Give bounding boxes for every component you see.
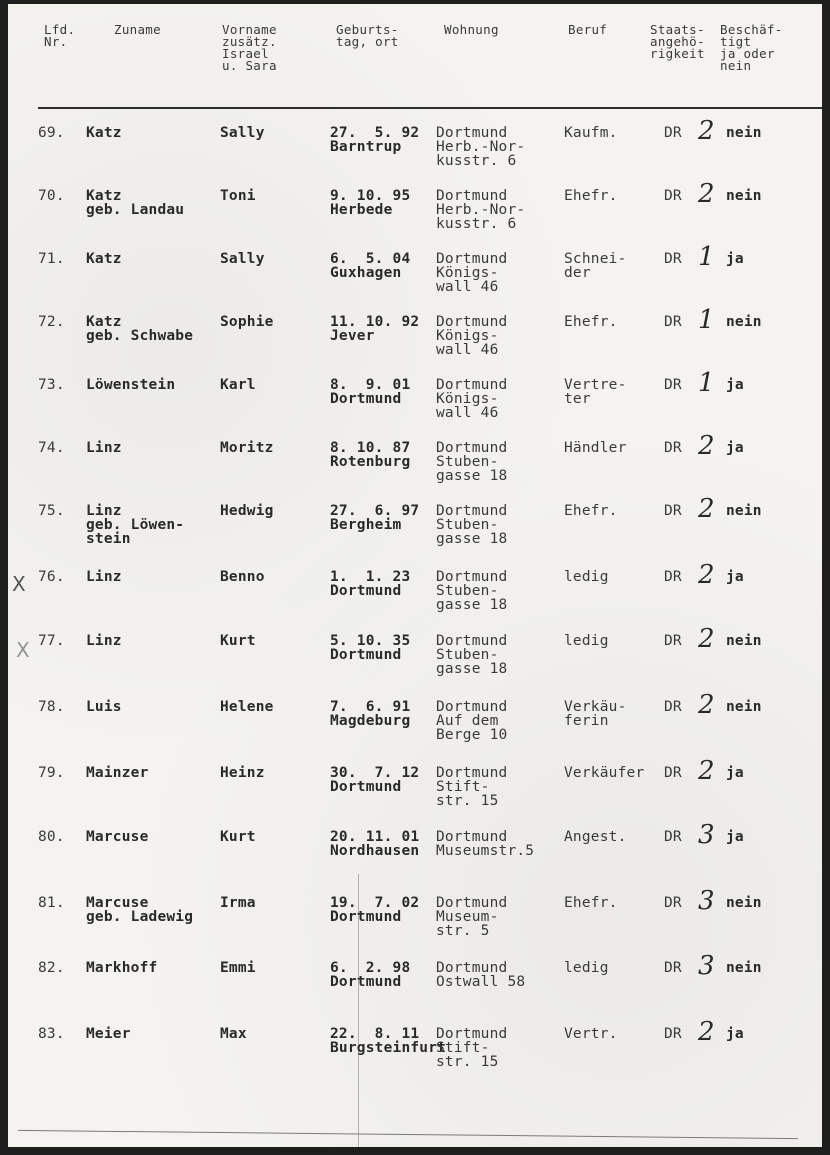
cell-besch: nein: [726, 895, 762, 911]
cell-staat: DR: [664, 440, 682, 456]
header-geburt: Geburts- tag, ort: [336, 22, 399, 49]
cell-wohnung: Dortmund Königs- wall 46: [436, 251, 508, 295]
cell-wohnung: Dortmund Museumstr.5: [436, 829, 535, 859]
cell-nr: 81.: [38, 895, 65, 911]
cell-wohnung: Dortmund Museum- str. 5: [436, 895, 508, 939]
cell-besch: nein: [726, 633, 762, 649]
cell-zuname: Linz geb. Löwen- stein: [86, 503, 185, 547]
cell-beruf: ledig: [564, 633, 609, 649]
cell-geburt: 11. 10. 92 Jever: [330, 314, 420, 344]
cell-geburt: 19. 7. 02 Dortmund: [330, 895, 420, 925]
cell-staat: DR: [664, 1026, 682, 1042]
handwritten-digit: 1: [698, 242, 715, 272]
handwritten-digit: 2: [698, 756, 715, 786]
cell-nr: 72.: [38, 314, 65, 330]
cell-besch: nein: [726, 125, 762, 141]
document-page: [8, 4, 822, 1147]
cell-nr: 74.: [38, 440, 65, 456]
cell-geburt: 6. 2. 98 Dortmund: [330, 960, 411, 990]
cell-vorname: Kurt: [220, 829, 256, 845]
cell-wohnung: Dortmund Königs- wall 46: [436, 377, 508, 421]
cell-besch: ja: [726, 251, 744, 267]
cell-vorname: Emmi: [220, 960, 256, 976]
handwritten-digit: 3: [698, 951, 715, 981]
bottom-edge-line: [18, 1130, 798, 1139]
cell-besch: nein: [726, 314, 762, 330]
cell-staat: DR: [664, 251, 682, 267]
cell-nr: 78.: [38, 699, 65, 715]
cell-beruf: ledig: [564, 960, 609, 976]
cell-geburt: 1. 1. 23 Dortmund: [330, 569, 411, 599]
cell-wohnung: Dortmund Stuben- gasse 18: [436, 503, 508, 547]
cell-wohnung: Dortmund Herb.-Nor- kusstr. 6: [436, 188, 526, 232]
cell-wohnung: Dortmund Stuben- gasse 18: [436, 633, 508, 677]
handwritten-digit: 3: [698, 820, 715, 850]
header-besch: Beschäf- tigt ja oder nein: [720, 22, 783, 73]
paper-fold-line: [358, 874, 359, 1147]
cell-besch: nein: [726, 503, 762, 519]
handwritten-digit: 2: [698, 1017, 715, 1047]
cross-mark-row-77: X: [16, 638, 30, 662]
cell-geburt: 7. 6. 91 Magdeburg: [330, 699, 411, 729]
cell-vorname: Helene: [220, 699, 274, 715]
header-rule: [38, 107, 822, 109]
header-beruf: Beruf: [568, 22, 608, 37]
cell-beruf: Ehefr.: [564, 188, 618, 204]
cell-vorname: Sally: [220, 125, 265, 141]
handwritten-digit: 2: [698, 690, 715, 720]
cell-wohnung: Dortmund Stuben- gasse 18: [436, 440, 508, 484]
cell-beruf: Ehefr.: [564, 314, 618, 330]
cell-zuname: Luis: [86, 699, 122, 715]
cell-zuname: Linz: [86, 569, 122, 585]
header-staat: Staats- angehö- rigkeit: [650, 22, 705, 61]
cell-zuname: Katz: [86, 125, 122, 141]
cell-geburt: 9. 10. 95 Herbede: [330, 188, 411, 218]
header-vorname: Vorname zusätz. Israel u. Sara: [222, 22, 277, 73]
cell-besch: ja: [726, 765, 744, 781]
cell-wohnung: Dortmund Königs- wall 46: [436, 314, 508, 358]
cell-beruf: ledig: [564, 569, 609, 585]
handwritten-digit: 3: [698, 886, 715, 916]
cell-beruf: Schnei- der: [564, 251, 627, 281]
cell-nr: 79.: [38, 765, 65, 781]
cell-vorname: Toni: [220, 188, 256, 204]
cell-zuname: Marcuse geb. Ladewig: [86, 895, 194, 925]
cell-besch: ja: [726, 829, 744, 845]
cross-mark-row-76: X: [12, 572, 26, 596]
header-wohnung: Wohnung: [444, 22, 499, 37]
cell-vorname: Benno: [220, 569, 265, 585]
cell-zuname: Löwenstein: [86, 377, 176, 393]
handwritten-digit: 1: [698, 305, 715, 335]
cell-vorname: Hedwig: [220, 503, 274, 519]
cell-zuname: Linz: [86, 440, 122, 456]
cell-staat: DR: [664, 188, 682, 204]
cell-wohnung: Dortmund Ostwall 58: [436, 960, 526, 990]
cell-besch: ja: [726, 377, 744, 393]
cell-staat: DR: [664, 569, 682, 585]
cell-staat: DR: [664, 633, 682, 649]
cell-vorname: Sophie: [220, 314, 274, 330]
cell-zuname: Mainzer: [86, 765, 149, 781]
cell-zuname: Meier: [86, 1026, 131, 1042]
header-zuname: Zuname: [114, 22, 161, 37]
cell-nr: 77.: [38, 633, 65, 649]
cell-staat: DR: [664, 699, 682, 715]
cell-wohnung: Dortmund Stift- str. 15: [436, 765, 508, 809]
cell-beruf: Ehefr.: [564, 503, 618, 519]
cell-beruf: Verkäu- ferin: [564, 699, 627, 729]
cell-staat: DR: [664, 314, 682, 330]
cell-staat: DR: [664, 503, 682, 519]
cell-besch: ja: [726, 1026, 744, 1042]
cell-staat: DR: [664, 377, 682, 393]
handwritten-digit: 2: [698, 560, 715, 590]
cell-nr: 83.: [38, 1026, 65, 1042]
header-nr: Lfd. Nr.: [44, 22, 76, 49]
cell-wohnung: Dortmund Auf dem Berge 10: [436, 699, 508, 743]
handwritten-digit: 2: [698, 116, 715, 146]
cell-beruf: Ehefr.: [564, 895, 618, 911]
cell-beruf: Vertre- ter: [564, 377, 627, 407]
cell-geburt: 27. 6. 97 Bergheim: [330, 503, 420, 533]
cell-vorname: Karl: [220, 377, 256, 393]
handwritten-digit: 2: [698, 494, 715, 524]
cell-staat: DR: [664, 960, 682, 976]
cell-beruf: Kaufm.: [564, 125, 618, 141]
cell-staat: DR: [664, 765, 682, 781]
cell-zuname: Katz geb. Schwabe: [86, 314, 194, 344]
cell-beruf: Verkäufer: [564, 765, 645, 781]
cell-besch: nein: [726, 188, 762, 204]
cell-beruf: Händler: [564, 440, 627, 456]
cell-geburt: 30. 7. 12 Dortmund: [330, 765, 420, 795]
cell-staat: DR: [664, 829, 682, 845]
cell-zuname: Marcuse: [86, 829, 149, 845]
cell-zuname: Markhoff: [86, 960, 158, 976]
cell-besch: nein: [726, 960, 762, 976]
cell-zuname: Linz: [86, 633, 122, 649]
cell-geburt: 8. 9. 01 Dortmund: [330, 377, 411, 407]
cell-nr: 70.: [38, 188, 65, 204]
cell-nr: 69.: [38, 125, 65, 141]
cell-staat: DR: [664, 125, 682, 141]
cell-geburt: 5. 10. 35 Dortmund: [330, 633, 411, 663]
cell-zuname: Katz geb. Landau: [86, 188, 185, 218]
cell-wohnung: Dortmund Herb.-Nor- kusstr. 6: [436, 125, 526, 169]
cell-besch: ja: [726, 569, 744, 585]
handwritten-digit: 2: [698, 431, 715, 461]
cell-besch: ja: [726, 440, 744, 456]
handwritten-digit: 2: [698, 179, 715, 209]
cell-vorname: Moritz: [220, 440, 274, 456]
cell-geburt: 22. 8. 11 Burgsteinfurt: [330, 1026, 447, 1056]
cell-vorname: Kurt: [220, 633, 256, 649]
cell-besch: nein: [726, 699, 762, 715]
cell-nr: 73.: [38, 377, 65, 393]
cell-nr: 76.: [38, 569, 65, 585]
cell-geburt: 8. 10. 87 Rotenburg: [330, 440, 411, 470]
cell-geburt: 6. 5. 04 Guxhagen: [330, 251, 411, 281]
cell-nr: 82.: [38, 960, 65, 976]
cell-staat: DR: [664, 895, 682, 911]
cell-zuname: Katz: [86, 251, 122, 267]
cell-geburt: 27. 5. 92 Barntrup: [330, 125, 420, 155]
cell-nr: 71.: [38, 251, 65, 267]
cell-vorname: Max: [220, 1026, 247, 1042]
cell-wohnung: Dortmund Stift- str. 15: [436, 1026, 508, 1070]
cell-nr: 75.: [38, 503, 65, 519]
cell-geburt: 20. 11. 01 Nordhausen: [330, 829, 420, 859]
handwritten-digit: 1: [698, 368, 715, 398]
handwritten-digit: 2: [698, 624, 715, 654]
cell-vorname: Heinz: [220, 765, 265, 781]
cell-vorname: Sally: [220, 251, 265, 267]
cell-nr: 80.: [38, 829, 65, 845]
cell-beruf: Angest.: [564, 829, 627, 845]
cell-beruf: Vertr.: [564, 1026, 618, 1042]
cell-vorname: Irma: [220, 895, 256, 911]
cell-wohnung: Dortmund Stuben- gasse 18: [436, 569, 508, 613]
